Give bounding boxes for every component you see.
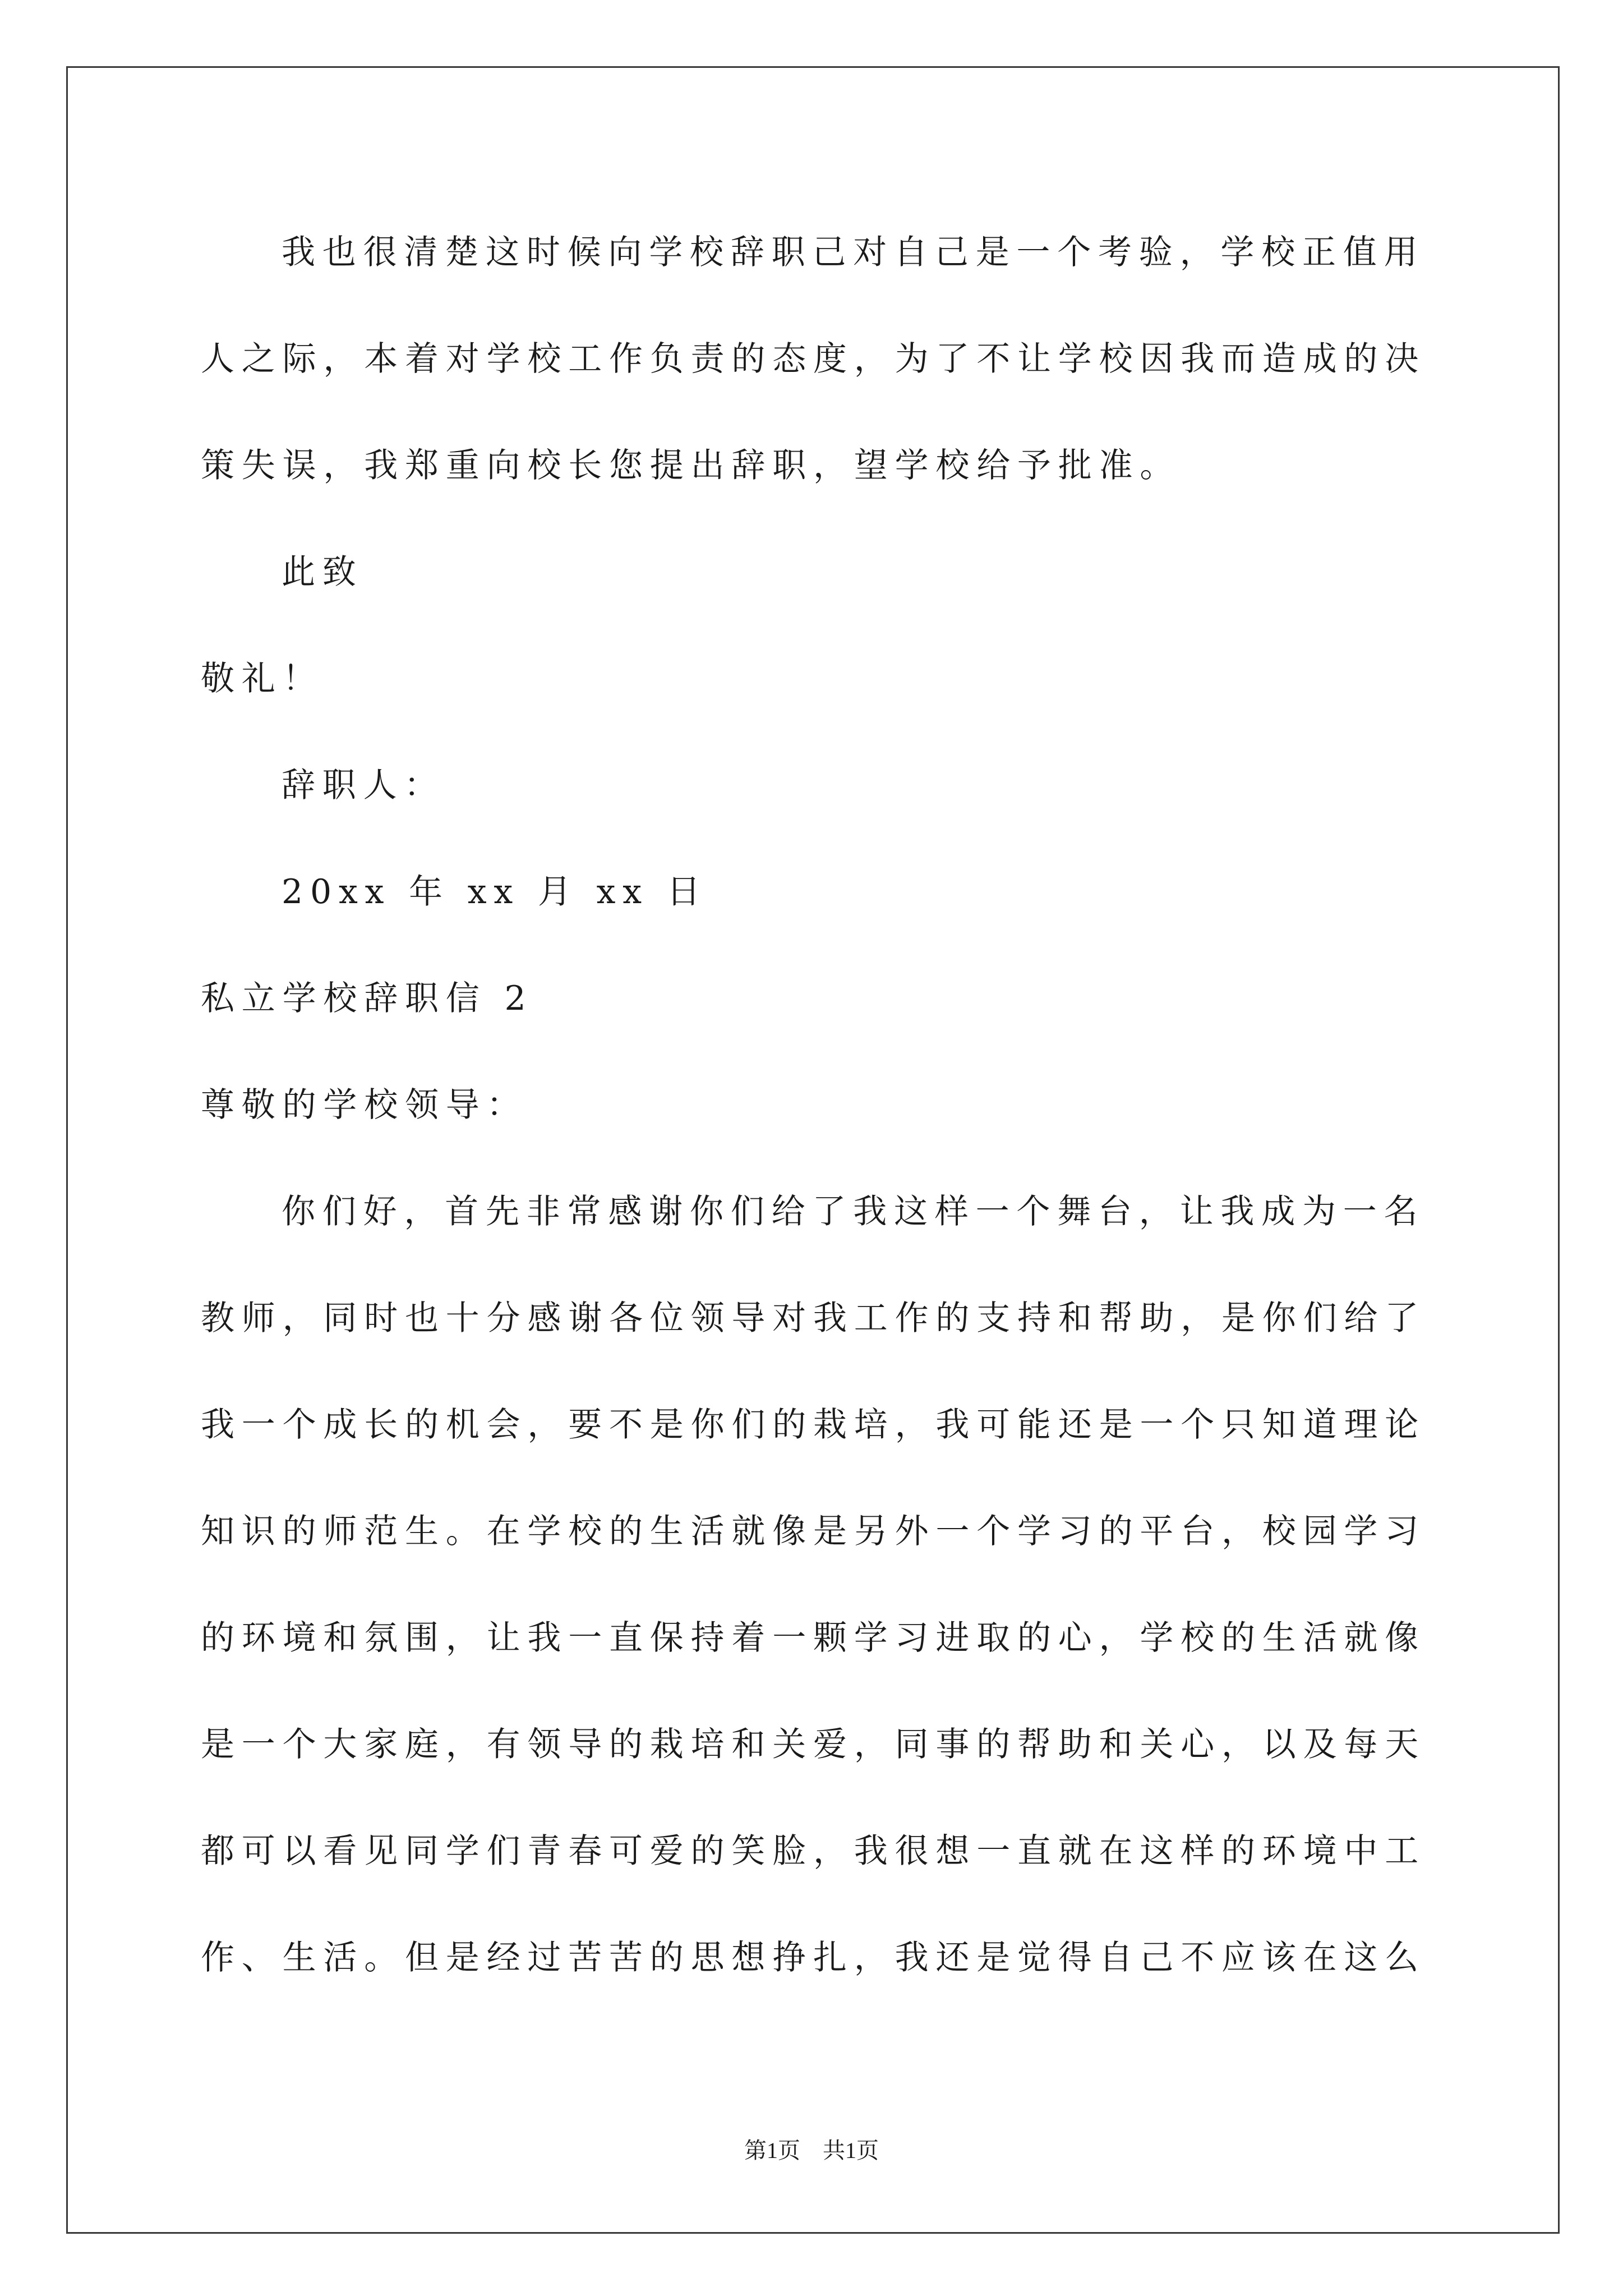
date-line: 20xx 年 xx 月 xx 日 [282,872,708,912]
closing-salutation: 此致 [282,553,363,592]
signature-label: 辞职人： [282,766,445,805]
body-line: 人之际，本着对学校工作负责的态度，为了不让学校因我而造成的决 [201,339,1426,379]
page-footer: 第1页 共1页 [744,2138,879,2163]
closing-regards: 敬礼！ [201,659,324,698]
body-line: 你们好，首先非常感谢你们给了我这样一个舞台，让我成为一名 [282,1192,1425,1231]
body-line: 知识的师范生。在学校的生活就像是另外一个学习的平台，校园学习 [201,1512,1426,1551]
body-line: 的环境和氛围，让我一直保持着一颗学习进取的心，学校的生活就像 [201,1618,1426,1658]
body-line: 策失误，我郑重向校长您提出辞职，望学校给予批准。 [201,446,1181,485]
body-line: 我也很清楚这时候向学校辞职己对自己是一个考验，学校正值用 [282,233,1425,272]
body-line: 我一个成长的机会，要不是你们的栽培，我可能还是一个只知道理论 [201,1405,1426,1444]
body-line: 都可以看见同学们青春可爱的笑脸，我很想一直就在这样的环境中工 [201,1832,1426,1871]
greeting-line: 尊敬的学校领导： [201,1085,528,1125]
section-title: 私立学校辞职信 2 [201,979,533,1018]
body-line: 作、生活。但是经过苦苦的思想挣扎，我还是觉得自己不应该在这么 [201,1938,1426,1977]
body-line: 是一个大家庭，有领导的栽培和关爱，同事的帮助和关心，以及每天 [201,1725,1426,1764]
body-line: 教师，同时也十分感谢各位领导对我工作的支持和帮助，是你们给了 [201,1299,1426,1338]
document-body [201,199,1491,2011]
